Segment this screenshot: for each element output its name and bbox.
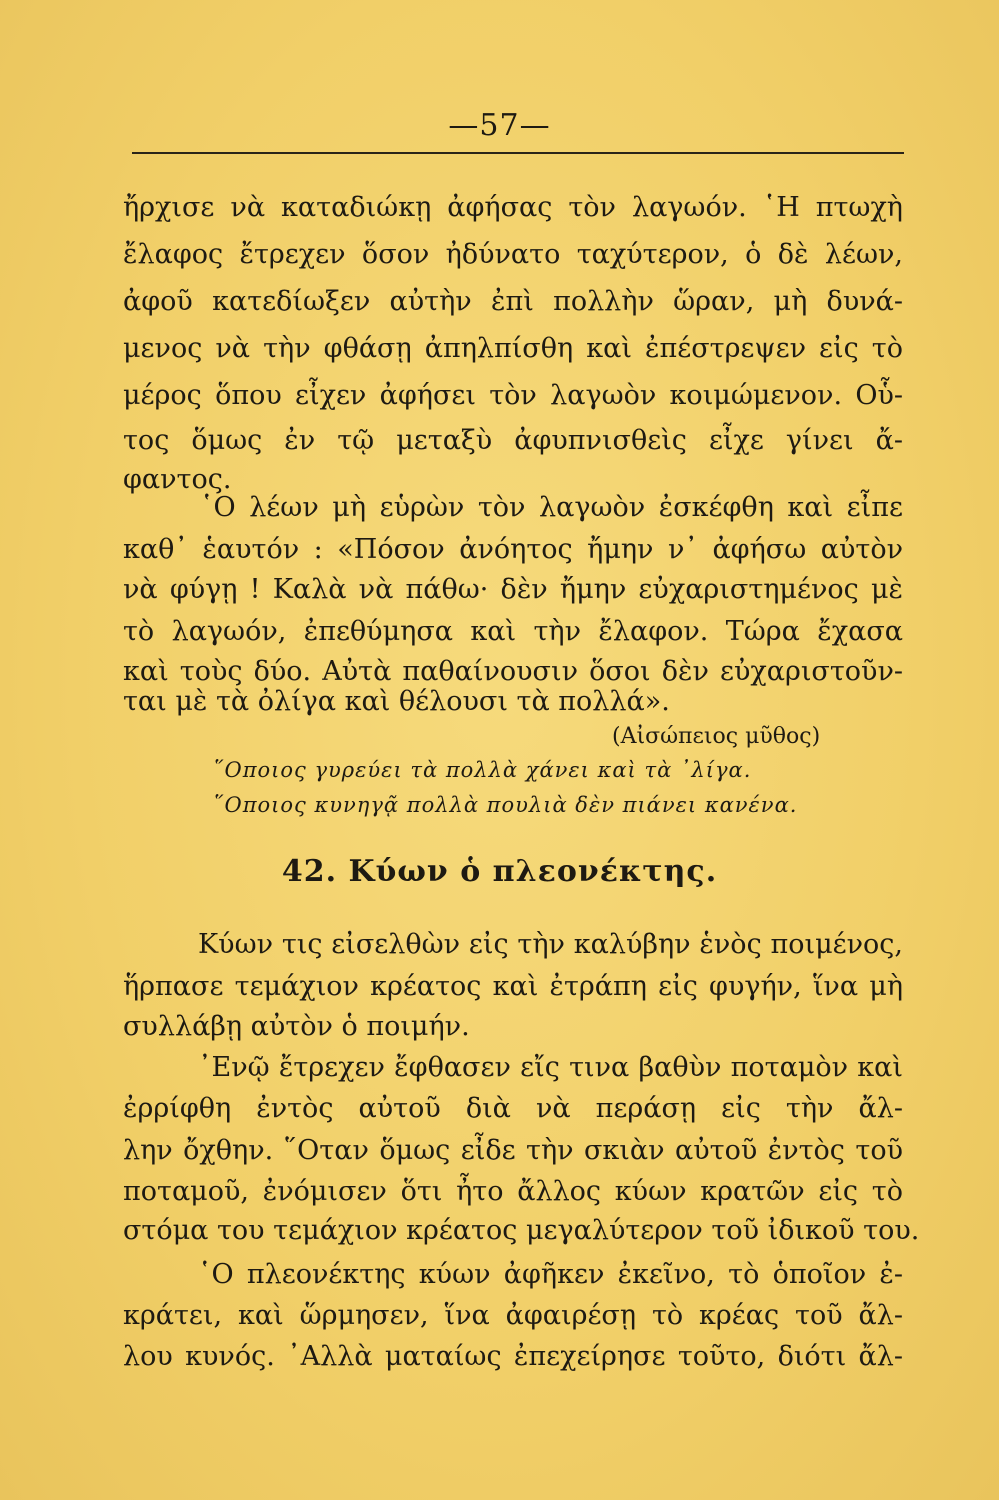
text-line: στόμα του τεμάχιον κρέατος μεγαλύτερον τοῦ ἰδικοῦ του. bbox=[123, 1215, 920, 1246]
text-line: ποταμοῦ, ἐνόμισεν ὅτι ἦτο ἄλλος κύων κρατῶν εἰς τὸ bbox=[123, 1176, 903, 1207]
header-rule bbox=[132, 152, 904, 154]
text-line-indent: ῾Ο λέων μὴ εὑρὼν τὸν λαγωὸν ἐσκέφθη καὶ εἶπε bbox=[200, 492, 903, 523]
text-line: καθ᾽ ἑαυτόν : «Πόσον ἀνόητος ἤμην ν᾽ ἀφήσω αὐτὸν bbox=[123, 534, 903, 565]
text-line: συλλάβῃ αὐτὸν ὁ ποιμήν. bbox=[123, 1011, 470, 1042]
text-line: ἥρπασε τεμάχιον κρέατος καὶ ἐτράπη εἰς φυγήν, ἵνα μὴ bbox=[123, 971, 903, 1002]
text-line: μενος νὰ τὴν φθάσῃ ἀπηλπίσθη καὶ ἐπέστρεψεν εἰς τὸ bbox=[123, 333, 903, 364]
text-line: τος ὅμως ἐν τῷ μεταξὺ ἀφυπνισθεὶς εἶχε γίνει ἄ- bbox=[123, 425, 903, 456]
text-line: τὸ λαγωόν, ἐπεθύμησα καὶ τὴν ἔλαφον. Τώρα ἔχασα bbox=[123, 616, 903, 647]
text-line: φαντος. bbox=[123, 464, 232, 495]
text-line: ἤρχισε νὰ καταδιώκῃ ἀφήσας τὸν λαγωόν. ῾Η πτωχὴ bbox=[123, 192, 903, 223]
text-line: ἔλαφος ἔτρεχεν ὅσον ἠδύνατο ταχύτερον, ὁ δὲ λέων, bbox=[123, 239, 903, 270]
text-line: λην ὄχθην. ῞Οταν ὅμως εἶδε τὴν σκιὰν αὐτοῦ ἐντὸς τοῦ bbox=[123, 1135, 903, 1166]
text-line: νὰ φύγῃ ! Καλὰ νὰ πάθω· δὲν ἤμην εὐχαριστημένος μὲ bbox=[123, 574, 903, 605]
text-line-indent: ᾽Ενῷ ἔτρεχεν ἔφθασεν εἴς τινα βαθὺν ποταμὸν καὶ bbox=[198, 1052, 903, 1083]
fable-attribution: (Αἰσώπειος μῦθος) bbox=[612, 724, 821, 749]
text-line: ται μὲ τὰ ὀλίγα καὶ θέλουσι τὰ πολλά». bbox=[123, 686, 670, 717]
page-number: —57— bbox=[448, 108, 551, 143]
text-line: ἀφοῦ κατεδίωξεν αὐτὴν ἐπὶ πολλὴν ὥραν, μὴ δυνά- bbox=[123, 286, 903, 317]
text-line: λου κυνός. ᾽Αλλὰ ματαίως ἐπεχείρησε τοῦτο, διότι ἄλ- bbox=[123, 1341, 903, 1372]
text-line: κράτει, καὶ ὥρμησεν, ἵνα ἀφαιρέσῃ τὸ κρέας τοῦ ἄλ- bbox=[123, 1300, 903, 1331]
chapter-heading: 42. Κύων ὁ πλεονέκτης. bbox=[281, 854, 718, 889]
text-line: ἐρρίφθη ἐντὸς αὐτοῦ διὰ νὰ περάσῃ εἰς τὴν ἄλ- bbox=[123, 1093, 903, 1124]
proverb-line: ῞Οποιος κυνηγᾷ πολλὰ πουλιὰ δὲν πιάνει κανένα. bbox=[213, 793, 798, 817]
text-line-indent: Κύων τις εἰσελθὼν εἰς τὴν καλύβην ἑνὸς ποιμένος, bbox=[198, 929, 903, 960]
text-line-indent: ῾Ο πλεονέκτης κύων ἀφῆκεν ἐκεῖνο, τὸ ὁποῖον ἐ- bbox=[198, 1259, 903, 1290]
text-line: μέρος ὅπου εἶχεν ἀφήσει τὸν λαγωὸν κοιμώμενον. Οὗ- bbox=[123, 380, 903, 411]
text-line: καὶ τοὺς δύο. Αὐτὰ παθαίνουσιν ὅσοι δὲν εὐχαριστοῦν- bbox=[123, 656, 903, 687]
proverb-line: ῞Οποιος γυρεύει τὰ πολλὰ χάνει καὶ τὰ ᾽λίγα. bbox=[213, 758, 752, 782]
